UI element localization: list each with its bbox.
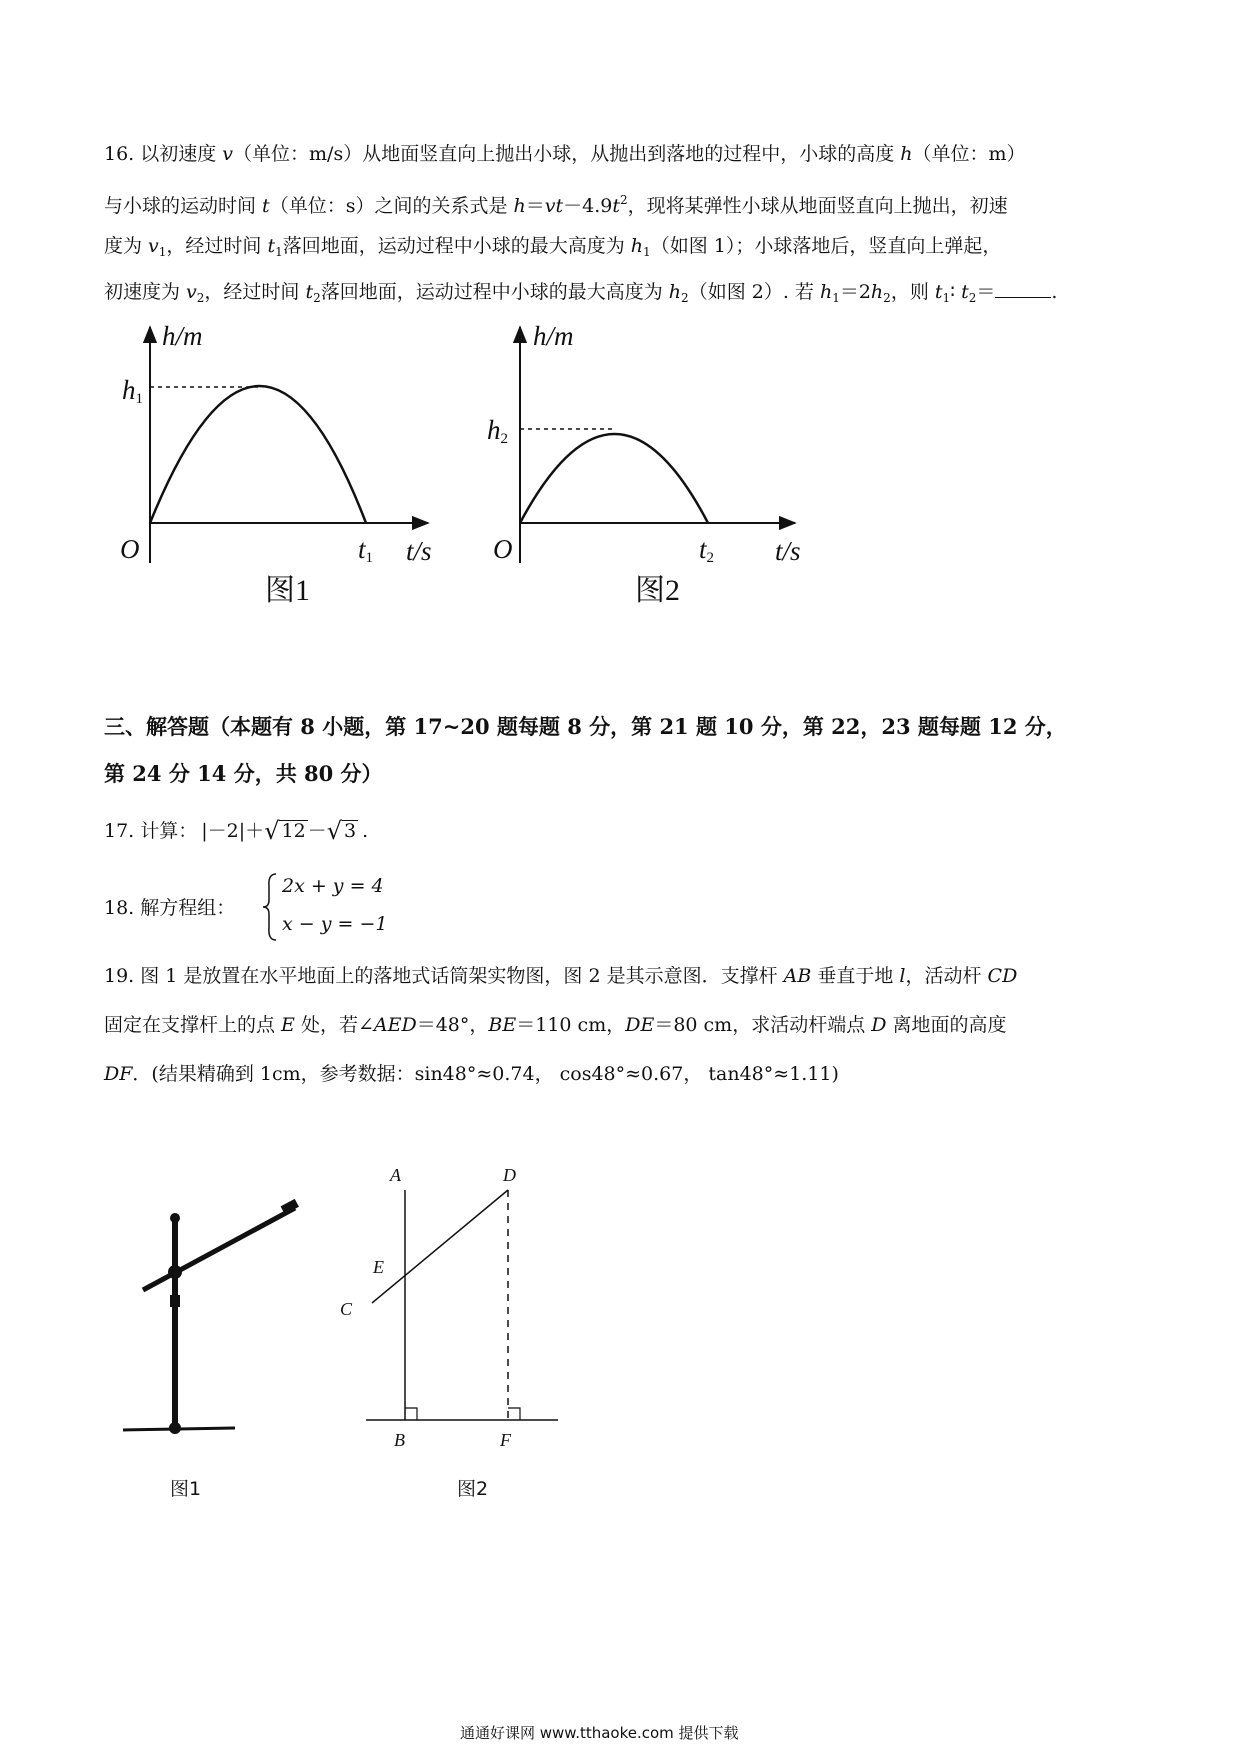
label-d: D	[503, 1165, 516, 1185]
math-var: t	[305, 281, 314, 303]
text-run: 度为	[104, 235, 149, 257]
label-f: F	[500, 1430, 511, 1450]
right-angle-b-icon	[405, 1408, 417, 1420]
math-var: v	[186, 281, 197, 303]
equation-1: 2x + y = 4	[282, 875, 384, 897]
subscript: 1	[275, 245, 283, 259]
subscript: 2	[883, 291, 891, 305]
radical-sign-icon: √	[326, 817, 342, 845]
y-axis-label: h/m	[162, 321, 203, 351]
text-run: ，经过时间	[166, 235, 268, 257]
base-hub	[169, 1422, 181, 1434]
q16-text	[104, 144, 1057, 328]
superscript: 2	[619, 193, 628, 207]
q17-minus: －	[307, 819, 327, 842]
y-axis-label: h/m	[533, 321, 574, 351]
q17	[104, 817, 369, 845]
text-run: 处，若∠	[294, 1014, 374, 1036]
boom-arm	[143, 1208, 295, 1290]
subscript: 2	[196, 291, 205, 305]
pole-top-knob	[170, 1213, 180, 1223]
trajectory-curve	[150, 386, 366, 523]
text-run: ．(结果精确到 1cm，参考数据：sin48°≈0.74， cos48°≈0.67， tan48°≈1.11)	[132, 1063, 839, 1085]
text-run: ，活动杆	[905, 965, 988, 987]
boom-clamp	[168, 1265, 182, 1279]
subscript: 1	[832, 291, 840, 305]
text-run: .	[1051, 281, 1058, 303]
math-var: l	[899, 965, 906, 987]
q19-line-2	[104, 1015, 1017, 1064]
math-var: h	[870, 281, 884, 303]
subscript: 1	[158, 245, 167, 259]
q17-abs: |－2|	[201, 819, 246, 842]
math-var: D	[871, 1014, 887, 1036]
label-c: C	[340, 1299, 353, 1319]
text-run: 与小球的运动时间	[104, 195, 263, 217]
section-3-heading-line-2: 第 24 分 14 分，共 80 分）	[104, 761, 383, 786]
text-run: －4.9	[563, 195, 613, 217]
q16-line-1	[104, 144, 1057, 190]
q19-line-1	[104, 966, 1017, 1015]
text-run: ＝110 cm，	[516, 1014, 626, 1036]
subscript: 2	[968, 291, 977, 305]
math-var: h	[513, 195, 526, 217]
text-run: ＝	[976, 281, 996, 303]
h2-label: h2	[487, 415, 508, 447]
page-footer: 通通好课网 www.tthaoke.com 提供下载	[460, 1724, 739, 1742]
text-run: ＝	[525, 195, 545, 217]
math-var: v	[222, 143, 234, 165]
math-var: t	[934, 281, 943, 303]
math-var: h	[668, 281, 682, 303]
x-axis-label: t/s	[775, 536, 801, 566]
math-var: AB	[783, 965, 812, 987]
text-run: 19. 图 1 是放置在水平地面上的落地式话筒架实物图，图 2 是其示意图．支撑杆	[104, 965, 784, 987]
origin-label: O	[493, 534, 513, 564]
math-var: vt	[544, 195, 564, 217]
subscript: 1	[643, 245, 651, 259]
text-run: 离地面的高度	[886, 1014, 1007, 1036]
text-run: 初速度为	[104, 281, 187, 303]
math-var: CD	[987, 965, 1018, 987]
text-run: ，现将某弹性小球从地面竖直向上抛出，初速	[627, 195, 1008, 217]
math-var: h	[819, 281, 833, 303]
q17-prefix: 17. 计算：	[104, 819, 198, 842]
q18-prefix: 18. 解方程组：	[104, 897, 236, 919]
subscript: 2	[313, 291, 321, 305]
q16-graph-1	[110, 315, 450, 615]
t1-label: t1	[358, 534, 374, 566]
brace-icon	[262, 872, 278, 942]
q16-line-2	[104, 190, 1057, 236]
label-a: A	[390, 1165, 401, 1185]
label-b: B	[394, 1430, 405, 1450]
graph-1-caption: 图1	[265, 574, 310, 607]
text-run: （如图 2）. 若	[688, 281, 820, 303]
q16-graph-2	[475, 315, 825, 615]
q19-figure-2-caption: 图2	[457, 1478, 489, 1500]
text-run: 垂直于地	[811, 965, 900, 987]
trajectory-curve	[520, 434, 708, 523]
t2-label: t2	[699, 534, 715, 566]
text-run: （单位：s）之间的关系式是	[269, 195, 514, 217]
math-var: t	[262, 195, 270, 217]
math-var: t	[267, 235, 276, 257]
math-var: BE	[488, 1014, 517, 1036]
text-run: ，经过时间	[204, 281, 306, 303]
text-run: ＝2	[839, 281, 871, 303]
text-run: 落回地面，运动过程中小球的最大高度为	[320, 281, 669, 303]
text-run: 固定在支撑杆上的点	[104, 1014, 282, 1036]
math-var: AED	[373, 1014, 417, 1036]
equation-2: x − y = −1	[282, 913, 388, 935]
q19-figure-1-mic-stand	[115, 1190, 315, 1440]
h1-label: h1	[122, 375, 143, 407]
q17-plus: ＋	[245, 819, 265, 842]
text-run: ∶	[950, 281, 962, 303]
text-run: 落回地面，运动过程中小球的最大高度为	[282, 235, 631, 257]
math-var: h	[900, 143, 913, 165]
section-3-heading-line-1: 三、解答题（本题有 8 小题，第 17~20 题每题 8 分，第 21 题 10 分，第 22，23 题每题 12 分，	[104, 714, 1067, 739]
text-run: 16. 以初速度	[104, 143, 223, 165]
height-lock	[170, 1295, 180, 1307]
text-run: ＝48°，	[416, 1014, 489, 1036]
graph-2-caption: 图2	[635, 574, 680, 607]
subscript: 2	[681, 291, 689, 305]
sqrt-3: √ 3	[326, 817, 357, 845]
math-var: t	[961, 281, 969, 303]
subscript: 1	[942, 291, 951, 305]
text-run: ，则	[890, 281, 935, 303]
text-run: （单位：m/s）从地面竖直向上抛出小球，从抛出到落地的过程中，小球的高度	[233, 143, 901, 165]
radical-sign-icon: √	[264, 817, 280, 845]
q19-figure-2-schematic	[330, 1145, 570, 1465]
math-var: v	[148, 235, 159, 257]
origin-label: O	[120, 534, 140, 564]
math-var: t	[612, 195, 620, 217]
rod-cd	[372, 1190, 508, 1303]
answer-blank	[995, 283, 1051, 298]
q19-text	[104, 966, 1017, 1113]
math-var: DF	[104, 1063, 133, 1085]
text-run: （单位：m）	[912, 143, 1026, 165]
x-axis-label: t/s	[406, 536, 432, 566]
sqrt-12: √ 12	[264, 817, 306, 845]
q16-line-3	[104, 236, 1057, 282]
text-run: ＝80 cm，求活动杆端点	[654, 1014, 872, 1036]
math-var: E	[281, 1014, 295, 1036]
q19-line-3	[104, 1064, 1017, 1113]
q17-end: .	[362, 819, 369, 842]
q19-figure-1-caption: 图1	[170, 1478, 202, 1500]
math-var: h	[630, 235, 644, 257]
right-angle-f-icon	[508, 1408, 520, 1420]
math-var: DE	[625, 1014, 655, 1036]
text-run: （如图 1）；小球落地后，竖直向上弹起，	[650, 235, 1002, 257]
label-e: E	[373, 1257, 384, 1277]
